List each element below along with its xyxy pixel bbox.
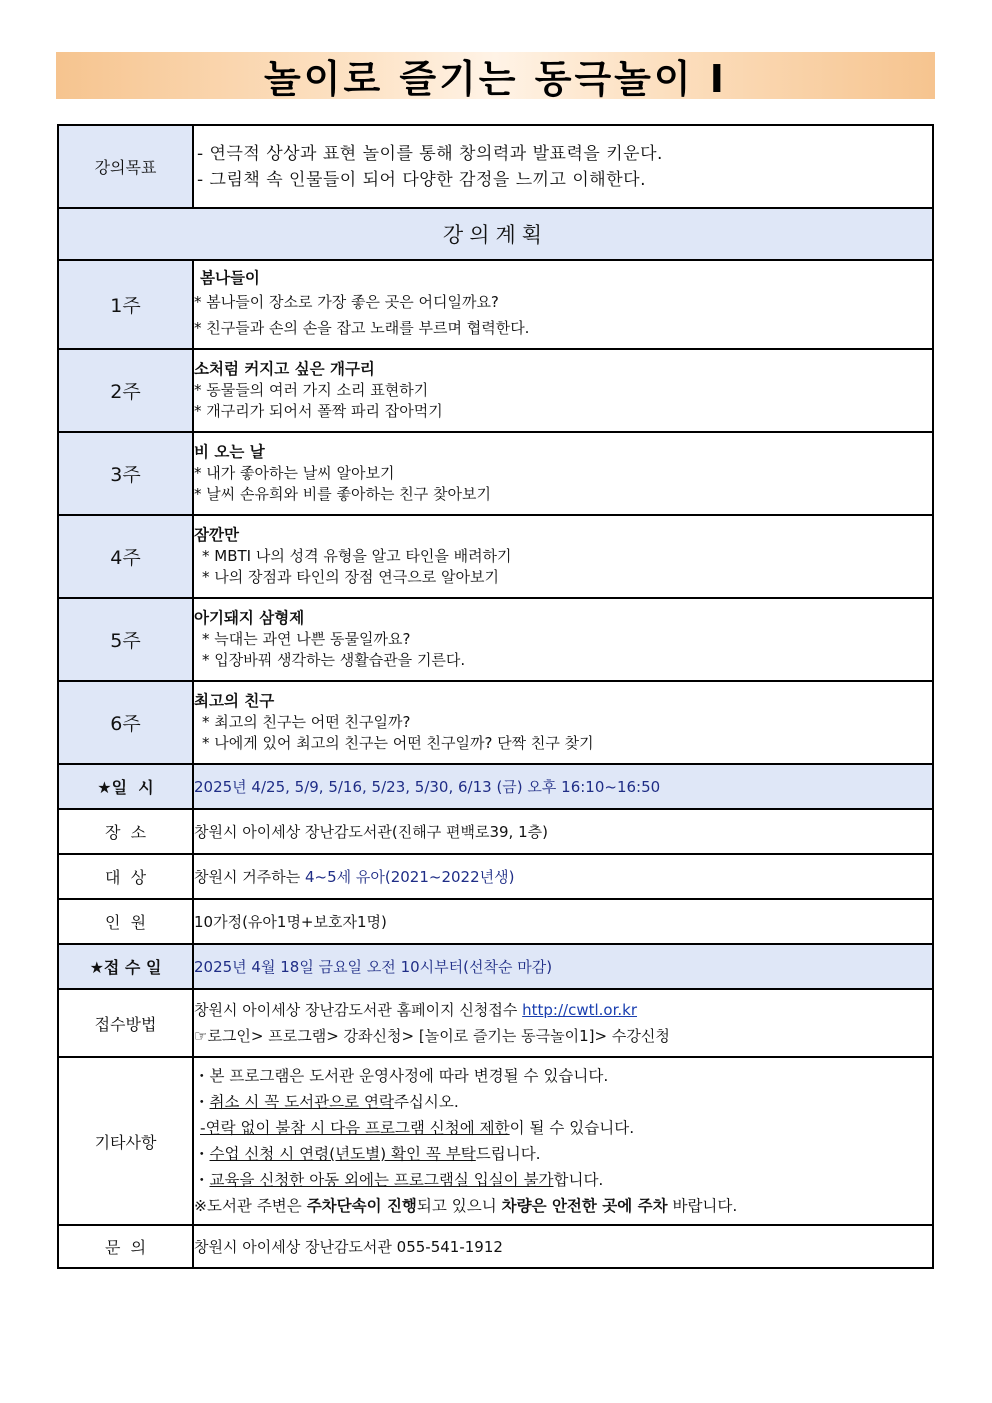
etc-text: ※도서관 주변은 xyxy=(194,1197,307,1215)
etc-text: 바랍니다. xyxy=(667,1197,738,1215)
etc-line: ・본 프로그램은 도서관 운영사정에 따라 변경될 수 있습니다. xyxy=(194,1067,609,1085)
method-row xyxy=(58,989,933,1057)
week-item: * 내가 좋아하는 날씨 알아보기 xyxy=(194,464,395,482)
etc-line xyxy=(194,1115,932,1141)
method-label: 접수방법 xyxy=(58,989,193,1057)
target-age: 4~5세 유아(2021~2022년생) xyxy=(304,868,515,886)
week-item: * 봄나들이 장소로 가장 좋은 곳은 어디일까요? xyxy=(194,293,499,311)
etc-line xyxy=(194,1193,932,1219)
week-item: * 나의 장점과 타인의 장점 연극으로 알아보기 xyxy=(202,568,499,586)
week-row xyxy=(58,515,933,598)
etc-underline: 취소 시 꼭 도서관으로 연락 xyxy=(209,1093,394,1111)
contact-value: 창원시 아이세상 장난감도서관 055-541-1912 xyxy=(193,1225,933,1268)
target-label: 대 상 xyxy=(58,854,193,899)
homepage-link[interactable]: http://cwtl.or.kr xyxy=(522,1001,638,1019)
week-title: 잠깐만 xyxy=(194,526,239,544)
week-row xyxy=(58,681,933,764)
week-content xyxy=(193,349,933,432)
method-content xyxy=(193,989,933,1057)
target-prefix: 창원시 거주하는 xyxy=(194,868,305,886)
etc-underline: 교육을 신청한 아동 외에는 프로그램실 입실이 불가 xyxy=(209,1171,554,1189)
goal-content xyxy=(193,125,933,208)
title-banner xyxy=(56,52,935,99)
capacity-label: 인 원 xyxy=(58,899,193,944)
schedule-label-text: ★일 시 xyxy=(97,778,154,797)
etc-row xyxy=(58,1057,933,1225)
week-row xyxy=(58,349,933,432)
etc-line: ・수업 신청 시 연령(년도별) 확인 꼭 부탁드립니다. xyxy=(194,1145,541,1163)
method-steps: ☞로그인> 프로그램> 강좌신청> [놀이로 즐기는 동극놀이1]> 수강신청 xyxy=(194,1027,670,1045)
week-item: * 동물들의 여러 가지 소리 표현하기 xyxy=(194,381,429,399)
week-item: * 입장바꿔 생각하는 생활습관을 기른다. xyxy=(202,651,466,669)
week-label: 6주 xyxy=(58,681,193,764)
etc-line: ・교육을 신청한 아동 외에는 프로그램실 입실이 불가합니다. xyxy=(194,1171,604,1189)
week-item: * 나에게 있어 최고의 친구는 어떤 친구일까? 단짝 친구 찾기 xyxy=(202,734,594,752)
target-row xyxy=(58,854,933,899)
week-content xyxy=(193,260,933,349)
contact-row xyxy=(58,1225,933,1268)
week-title: 최고의 친구 xyxy=(194,692,275,710)
place-value: 창원시 아이세상 장난감도서관(진해구 편백로39, 1층) xyxy=(193,809,933,854)
goal-line: - 그림책 속 인물들이 되어 다양한 감정을 느끼고 이해한다. xyxy=(197,169,646,190)
etc-bold: 주차단속이 진행 xyxy=(306,1197,417,1215)
week-title: 봄나들이 xyxy=(200,269,260,287)
capacity-row xyxy=(58,899,933,944)
method-text: 창원시 아이세상 장난감도서관 홈페이지 신청접수 xyxy=(194,1001,523,1019)
plan-header-row xyxy=(58,208,933,260)
etc-underline: -연락 없이 불참 시 다음 프로그램 신청에 제한 xyxy=(200,1119,510,1137)
method-line xyxy=(194,997,932,1023)
schedule-label xyxy=(58,764,193,809)
etc-text: 합니다. xyxy=(553,1171,604,1189)
plan-header: 강의계획 xyxy=(58,208,933,260)
week-row xyxy=(58,260,933,349)
week-label: 4주 xyxy=(58,515,193,598)
week-content xyxy=(193,681,933,764)
week-label: 2주 xyxy=(58,349,193,432)
week-label: 5주 xyxy=(58,598,193,681)
week-item: * 개구리가 되어서 폴짝 파리 잡아먹기 xyxy=(194,402,443,420)
week-row xyxy=(58,432,933,515)
week-content xyxy=(193,432,933,515)
week-title: 소처럼 커지고 싶은 개구리 xyxy=(194,360,375,378)
goal-label: 강의목표 xyxy=(58,125,193,208)
place-label: 장 소 xyxy=(58,809,193,854)
etc-label: 기타사항 xyxy=(58,1057,193,1225)
schedule-row xyxy=(58,764,933,809)
goal-line: - 연극적 상상과 표현 놀이를 통해 창의력과 발표력을 키운다. xyxy=(197,143,663,164)
week-content xyxy=(193,598,933,681)
goal-row xyxy=(58,125,933,208)
place-row xyxy=(58,809,933,854)
reception-date-value: 2025년 4월 18일 금요일 오전 10시부터(선착순 마감) xyxy=(193,944,933,989)
page-title: 놀이로 즐기는 동극놀이 Ⅰ xyxy=(264,57,727,101)
reception-date-label-text: ★접 수 일 xyxy=(89,958,162,977)
etc-line: ・취소 시 꼭 도서관으로 연락주십시오. xyxy=(194,1093,459,1111)
week-row xyxy=(58,598,933,681)
program-info-table xyxy=(57,124,934,1269)
etc-content xyxy=(193,1057,933,1225)
etc-bold: 차량은 안전한 곳에 주차 xyxy=(501,1197,668,1215)
etc-text: 되고 있으니 xyxy=(416,1197,502,1215)
week-title: 비 오는 날 xyxy=(194,443,265,461)
reception-date-row xyxy=(58,944,933,989)
reception-date-label xyxy=(58,944,193,989)
week-item: * 친구들과 손의 손을 잡고 노래를 부르며 협력한다. xyxy=(194,319,530,337)
contact-label: 문 의 xyxy=(58,1225,193,1268)
week-label: 3주 xyxy=(58,432,193,515)
etc-text: 드립니다. xyxy=(475,1145,541,1163)
etc-text: 주십시오. xyxy=(393,1093,459,1111)
capacity-value: 10가정(유아1명+보호자1명) xyxy=(193,899,933,944)
week-item: * 늑대는 과연 나쁜 동물일까요? xyxy=(202,630,411,648)
week-item: * MBTI 나의 성격 유형을 알고 타인을 배려하기 xyxy=(202,547,512,565)
etc-text: 이 될 수 있습니다. xyxy=(509,1119,635,1137)
etc-underline: 수업 신청 시 연령(년도별) 확인 꼭 부탁 xyxy=(209,1145,476,1163)
week-item: * 날씨 손유희와 비를 좋아하는 친구 찾아보기 xyxy=(194,485,491,503)
target-value xyxy=(193,854,933,899)
week-content xyxy=(193,515,933,598)
week-label: 1주 xyxy=(58,260,193,349)
week-item: * 최고의 친구는 어떤 친구일까? xyxy=(202,713,411,731)
schedule-value: 2025년 4/25, 5/9, 5/16, 5/23, 5/30, 6/13 (금) 오후 16:10~16:50 xyxy=(193,764,933,809)
week-title: 아기돼지 삼형제 xyxy=(194,609,305,627)
